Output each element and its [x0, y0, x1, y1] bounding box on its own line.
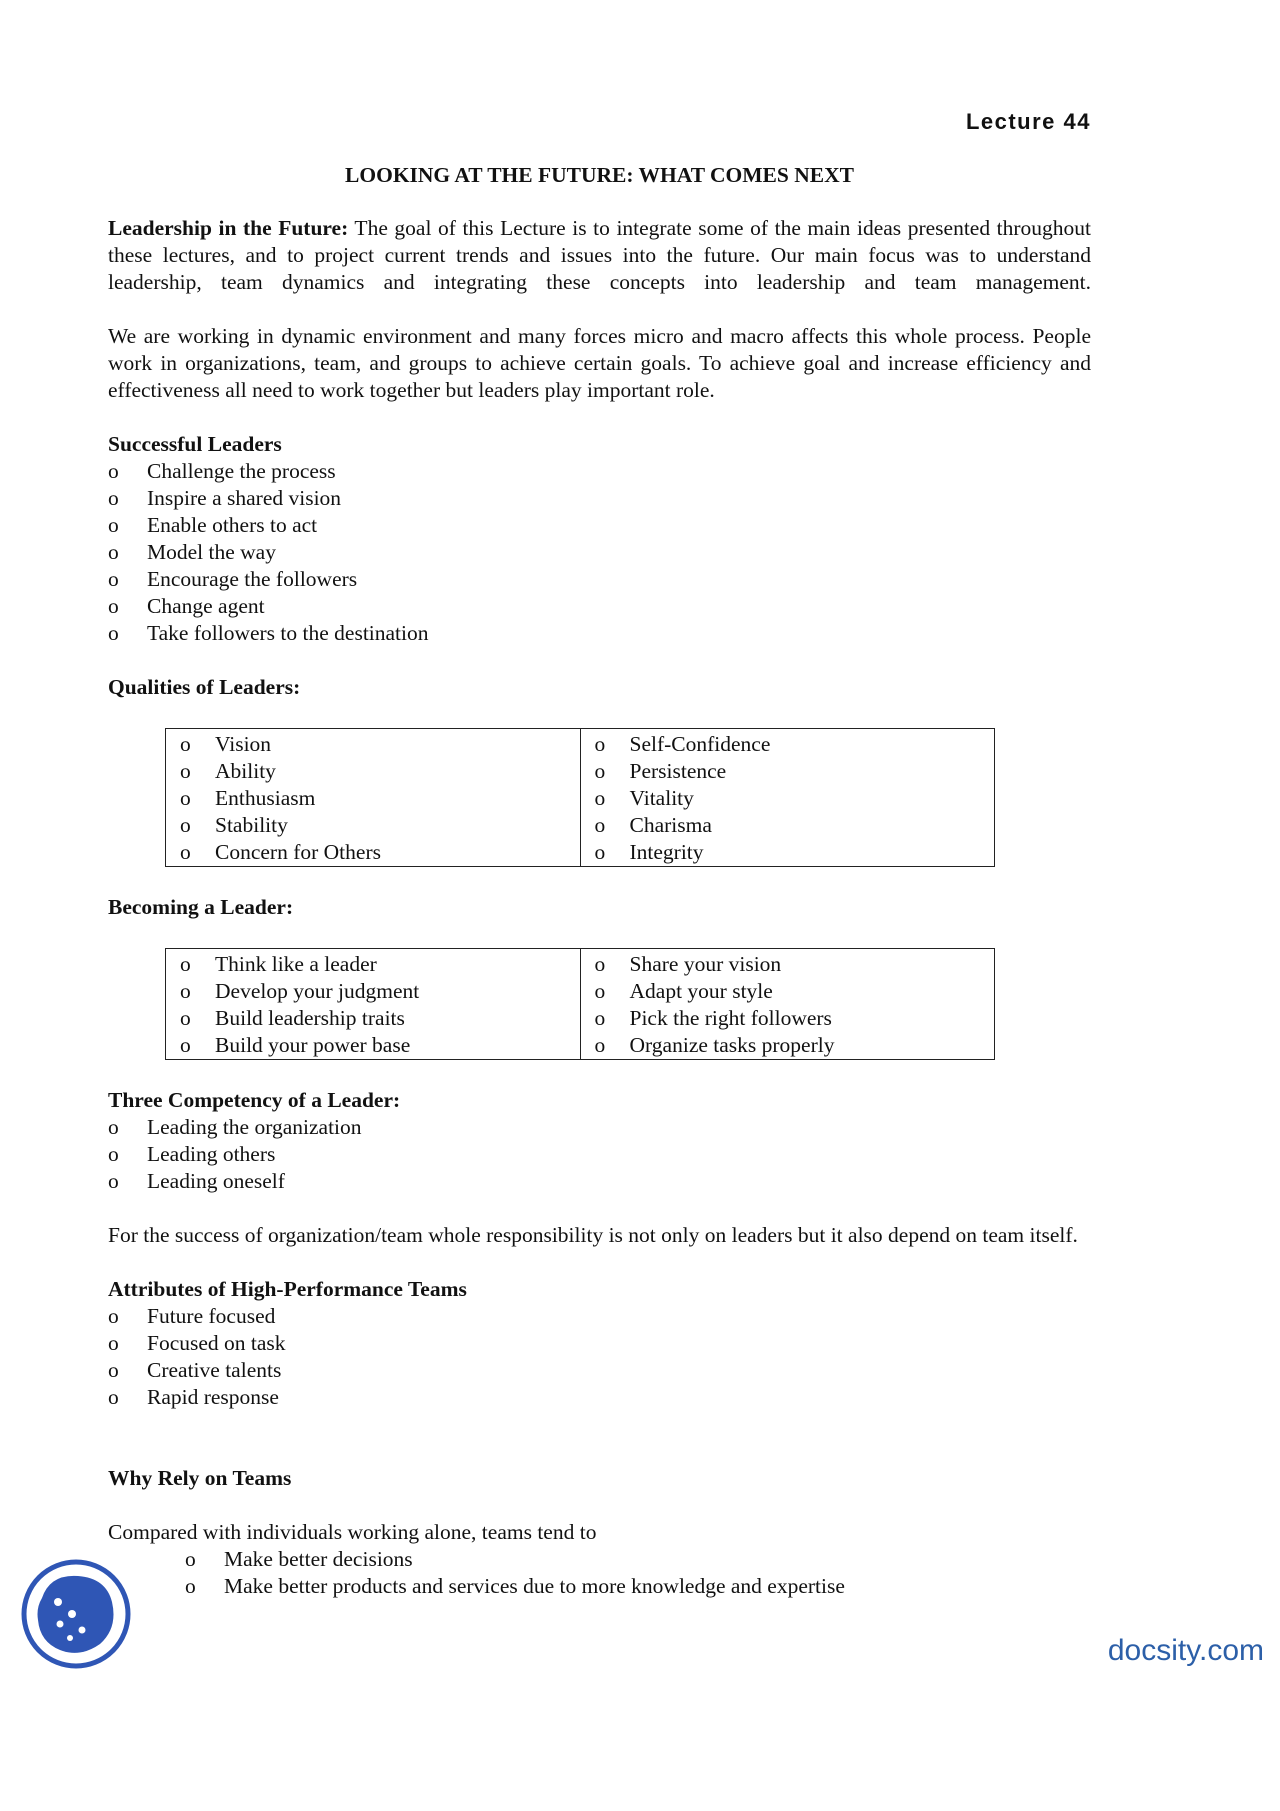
- list-item: [180, 812, 580, 839]
- list-item-text: Vision: [215, 732, 272, 756]
- list-item: [108, 1573, 1091, 1600]
- bullet-icon: o: [180, 979, 191, 1003]
- bullet-icon: o: [180, 840, 191, 864]
- paragraph-responsibility: For the success of organization/team whole responsibility is not only on leaders but it also depend on team itself.: [108, 1223, 1078, 1247]
- heading-successful-leaders: Successful Leaders: [108, 432, 282, 456]
- list-item-text: Make better decisions: [224, 1547, 413, 1571]
- list-item: [595, 812, 995, 839]
- list-item: [180, 1032, 580, 1059]
- docsity-brand-link[interactable]: docsity.com: [1107, 1634, 1264, 1667]
- heading-attributes: Attributes of High-Performance Teams: [108, 1277, 467, 1301]
- becoming-right-cell: [580, 949, 995, 1060]
- list-item-text: Challenge the process: [147, 459, 336, 483]
- list-item-text: Focused on task: [147, 1331, 286, 1355]
- list-item: [595, 978, 995, 1005]
- bullet-icon: o: [594, 1006, 606, 1030]
- qualities-right-cell: [580, 729, 995, 867]
- list-item-text: Persistence: [629, 759, 727, 783]
- list-item-text: Organize tasks properly: [629, 1033, 835, 1057]
- list-item: [108, 566, 1091, 593]
- list-item-text: Enable others to act: [147, 513, 318, 537]
- heading-why-teams: Why Rely on Teams: [108, 1466, 292, 1490]
- list-item-text: Leading the organization: [147, 1115, 362, 1139]
- document-page: [108, 108, 1091, 1627]
- lecture-number: Lecture 44: [965, 109, 1091, 134]
- heading-competency: Three Competency of a Leader:: [108, 1088, 401, 1112]
- becoming-left-cell: [166, 949, 581, 1060]
- list-item-text: Encourage the followers: [147, 567, 358, 591]
- list-item: [180, 758, 580, 785]
- list-item: [108, 1168, 1091, 1195]
- list-item: [108, 1141, 1091, 1168]
- list-item-text: Vitality: [629, 786, 694, 810]
- list-item: [180, 731, 580, 758]
- bullet-icon: o: [108, 1358, 119, 1382]
- bullet-icon: o: [594, 786, 606, 810]
- heading-becoming-leader: Becoming a Leader:: [108, 895, 294, 919]
- intro-lead: Leadership in the Future:: [108, 216, 349, 240]
- list-item-text: Model the way: [147, 540, 276, 564]
- table-becoming-leader: [165, 948, 995, 1060]
- list-competency: [108, 1114, 1091, 1195]
- intro-paragraph: [108, 215, 1091, 296]
- list-item: [108, 539, 1091, 566]
- bullet-icon: o: [180, 1033, 191, 1057]
- list-item-text: Build leadership traits: [215, 1006, 405, 1030]
- list-item-text: Leading others: [147, 1142, 276, 1166]
- bullet-icon: o: [185, 1547, 196, 1571]
- bullet-icon: o: [180, 732, 191, 756]
- list-item: [180, 785, 580, 812]
- bullet-icon: o: [108, 513, 119, 537]
- list-attributes: [108, 1303, 1091, 1411]
- page-title: LOOKING AT THE FUTURE: WHAT COMES NEXT: [345, 163, 854, 187]
- list-item: [595, 1032, 995, 1059]
- list-item: [108, 1384, 1091, 1411]
- list-item: [180, 839, 580, 866]
- bullet-icon: o: [594, 952, 606, 976]
- bullet-icon: o: [108, 1385, 119, 1409]
- list-item: [595, 731, 995, 758]
- list-item-text: Integrity: [629, 840, 704, 864]
- list-item: [108, 1357, 1091, 1384]
- bullet-icon: o: [594, 813, 606, 837]
- paragraph-environment: We are working in dynamic environment and many forces micro and macro affects this whole process. People work in organizations, team, and groups to achieve certain goals. To achieve goal and increase efficiency and effectiveness all need to work together but leaders play important role.: [108, 324, 1091, 402]
- list-item-text: Change agent: [147, 594, 265, 618]
- bullet-icon: o: [108, 567, 119, 591]
- list-item-text: Think like a leader: [215, 952, 377, 976]
- bullet-icon: o: [180, 759, 191, 783]
- list-item: [180, 1005, 580, 1032]
- list-item: [595, 951, 995, 978]
- bullet-icon: o: [185, 1574, 196, 1598]
- bullet-icon: o: [108, 540, 119, 564]
- list-item-text: Leading oneself: [147, 1169, 285, 1193]
- list-item: [595, 785, 995, 812]
- list-item: [108, 1303, 1091, 1330]
- list-item: [180, 951, 580, 978]
- bullet-icon: o: [108, 486, 119, 510]
- qualities-left-cell: [166, 729, 581, 867]
- docsity-logo-icon: [20, 1558, 132, 1670]
- bullet-icon: o: [594, 732, 606, 756]
- list-item-text: Stability: [215, 813, 288, 837]
- bullet-icon: o: [594, 840, 606, 864]
- table-qualities: [165, 728, 995, 867]
- list-item-text: Future focused: [147, 1304, 276, 1328]
- why-teams-intro: Compared with individuals working alone, teams tend to: [108, 1520, 597, 1544]
- list-item: [595, 758, 995, 785]
- list-item-text: Creative talents: [147, 1358, 282, 1382]
- list-item: [108, 1330, 1091, 1357]
- bullet-icon: o: [594, 979, 606, 1003]
- bullet-icon: o: [108, 1169, 119, 1193]
- bullet-icon: o: [108, 1115, 119, 1139]
- list-item-text: Inspire a shared vision: [147, 486, 342, 510]
- list-why-teams: [108, 1546, 1091, 1600]
- list-item: [595, 1005, 995, 1032]
- list-item-text: Enthusiasm: [215, 786, 316, 810]
- list-item: [108, 458, 1091, 485]
- list-item-text: Share your vision: [629, 952, 782, 976]
- bullet-icon: o: [180, 952, 191, 976]
- bullet-icon: o: [180, 1006, 191, 1030]
- list-item-text: Ability: [215, 759, 276, 783]
- bullet-icon: o: [108, 1142, 119, 1166]
- bullet-icon: o: [180, 786, 191, 810]
- bullet-icon: o: [108, 1304, 119, 1328]
- list-item: [108, 485, 1091, 512]
- list-successful-leaders: [108, 458, 1091, 647]
- list-item-text: Take followers to the destination: [147, 621, 429, 645]
- bullet-icon: o: [594, 759, 606, 783]
- heading-qualities: Qualities of Leaders:: [108, 675, 301, 699]
- bullet-icon: o: [594, 1033, 606, 1057]
- bullet-icon: o: [108, 1331, 119, 1355]
- bullet-icon: o: [180, 813, 191, 837]
- list-item: [108, 512, 1091, 539]
- list-item-text: Make better products and services due to more knowledge and expertise: [224, 1574, 845, 1598]
- bullet-icon: o: [108, 459, 119, 483]
- bullet-icon: o: [108, 621, 119, 645]
- list-item: [108, 1546, 1091, 1573]
- bullet-icon: o: [108, 594, 119, 618]
- list-item-text: Rapid response: [147, 1385, 279, 1409]
- list-item: [108, 593, 1091, 620]
- list-item-text: Adapt your style: [629, 979, 773, 1003]
- list-item: [108, 1114, 1091, 1141]
- list-item-text: Develop your judgment: [215, 979, 420, 1003]
- list-item-text: Self-Confidence: [629, 732, 771, 756]
- intro-text: The goal of this Lecture is to integrate some of the main ideas presented throughout these lectures, and to project current trends and issues into the future. Our main focus was to understand leadership, team dynamics and integrating these concepts into leadership and team management.: [108, 216, 1092, 294]
- list-item: [595, 839, 995, 866]
- list-item-text: Charisma: [629, 813, 712, 837]
- list-item: [108, 620, 1091, 647]
- list-item-text: Build your power base: [215, 1033, 411, 1057]
- list-item-text: Concern for Others: [215, 840, 381, 864]
- list-item: [180, 978, 580, 1005]
- list-item-text: Pick the right followers: [629, 1006, 832, 1030]
